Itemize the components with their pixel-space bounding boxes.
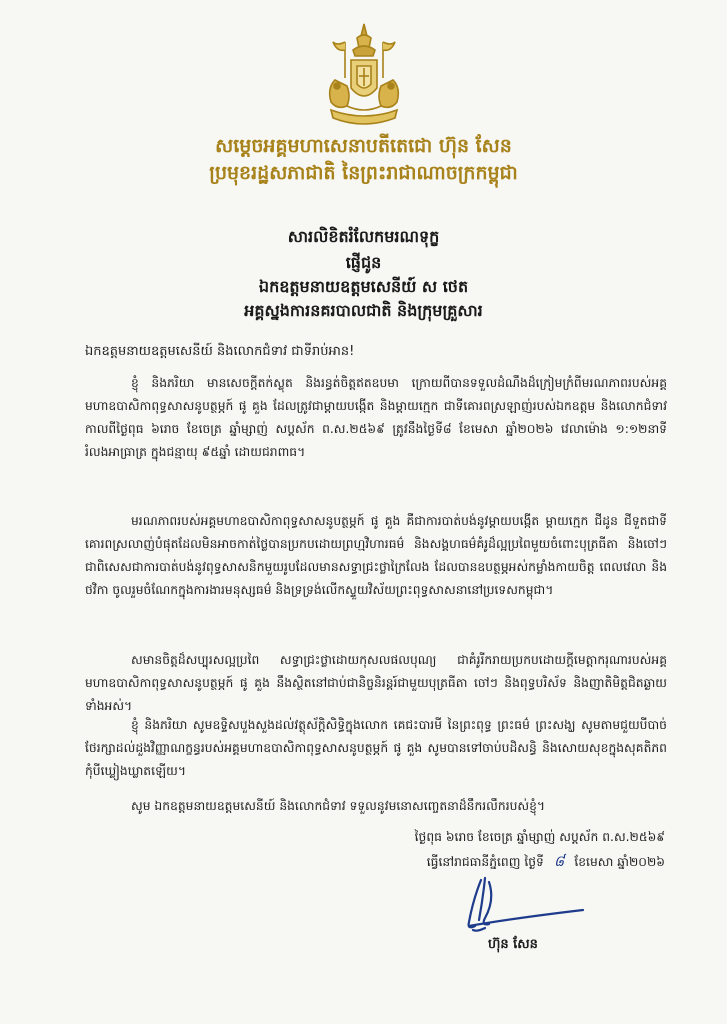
lunar-date: ថ្ងៃពុធ ៦រោច ខែចេត្រ ឆ្នាំម្សាញ់ សប្តស័ក ព.ស.២៥៦៩ (414, 830, 665, 844)
body-paragraph: ខ្ញុំ និងភរិយា មានសេចក្តីតក់ស្លុត និងរន្ធត់ចិត្តឥតឧបមា ក្រោយពីបានទទួលដំណឹងដ៏ក្រៀមក្រំពីមរណភាពរបស់អគ្គមហាឧបាសិកាពុទ្ធសាសនូបត្ថម្ភក៍ ផូ គួង ដែលត្រូវជាម្តាយបង្កើត និងម្តាយក្មេក ជាទីគោរពស្រឡាញ់របស់ឯកឧត្តម និងលោកជំទាវ កាលពីថ្ងៃពុធ ៦រោច ខែចេត្រ ឆ្នាំម្សាញ់ សប្តស័ក ព.ស.២៥៦៩ ត្រូវនឹងថ្ងៃទី៨ ខែមេសា ឆ្នាំ២០២៦ វេលាម៉ោង ១:១២នាទីរំលងអាធ្រាត្រ ក្នុងជន្មាយុ ៩៥ឆ្នាំ ដោយជរាពាធ។ (85, 376, 667, 459)
royal-coat-of-arms-icon (307, 22, 421, 134)
body-paragraph: ខ្ញុំ និងភរិយា សូមឧទ្ទិសបួងសួងដល់វត្ថុស័ក្តិសិទ្ធិក្នុងលោក គេជះបារមី នៃព្រះពុទ្ធ ព្រះធម៌ ព្រះសង្ឃ សូមតាមជួយបីបាច់ថែរក្សាដល់ដួងវិញ្ញាណក្ខន្ធរបស់អគ្គមហាឧបាសិកាពុទ្ធសាសនូបត្ថម្ភក៍ ផូ គួង សូមបានទៅចាប់បដិសន្ធិ និងសោយសុខក្នុងសុគតិភពកុំបីឃ្លៀងឃ្លាតឡើយ។ (85, 718, 667, 778)
signer-name: ហ៊ុន សែន (488, 937, 538, 952)
handwritten-day: ៨ (553, 852, 565, 870)
letter-title-sent-to: ផ្ញើជូន (345, 253, 382, 272)
header-subtitle-line: ប្រមុខរដ្ឋសភាជាតិ នៃព្រះរាជាណាចក្រកម្ពុជា (209, 162, 518, 184)
closing-paragraph: សូម ឯកឧត្តមនាយឧត្តមសេនីយ៍ និងលោកជំទាវ ទទួលនូវមនោសញ្ចេតនាដ៏នឹករលឹករបស់ខ្ញុំ។ (131, 799, 546, 813)
body-paragraph: សមានចិត្តដ៏សប្បុរសល្អប្រពៃ សទ្ធាជ្រះថ្លាដោយកុសលផលបុណ្យ ជាគំរូរីករាយប្រកបដោយក្តីមេត្តាករុណារបស់អគ្គមហាឧបាសិកាពុទ្ធសាសនូបត្ថម្ភក៍ ផូ គួង នឹងស្ថិតនៅជាប់ជានិច្ចនិរន្តរ៍ជាមួយបុត្រធីតា ចៅៗ និងពុទ្ធបរិស័ទ និងញាតិមិត្តជិតឆ្ងាយទាំងអស់។ (85, 653, 667, 713)
solar-date-prefix: ធ្វើនៅរាជធានីភ្នំពេញ ថ្ងៃទី (426, 855, 544, 869)
recipient-position: អគ្គស្នងការនគរបាលជាតិ និងក្រុមគ្រួសារ (244, 301, 483, 320)
salutation: ឯកឧត្តមនាយឧត្តមសេនីយ៍ និងលោកជំទាវ ជាទីរាប់អាន! (85, 344, 355, 359)
solar-date-suffix: ខែមេសា ឆ្នាំ២០២៦ (574, 855, 665, 869)
recipient-name: ឯកឧត្តមនាយឧត្តមសេនីយ៍ ស ថេត (258, 277, 469, 296)
signature-icon (455, 870, 590, 940)
letter-title: សារលិខិតរំលែកមរណទុក្ខ (287, 227, 440, 246)
body-paragraph: មរណភាពរបស់អគ្គមហាឧបាសិកាពុទ្ធសាសនូបត្ថម្ភក៍ ផូ គួង គឺជាការបាត់បង់នូវម្តាយបង្កើត ម្តាយក្មេក ជីដូន ជីទួតជាទីគោរពស្រលាញ់បំផុតដែលមិនអាចកាត់ថ្លៃបានប្រកបដោយព្រហ្មវិហារធម៌ និងសង្គហធម៌គំរូដ៏ល្អប្រពៃមួយចំពោះបុត្រធីតា និងចៅៗ ជាពិសេសជាការបាត់បង់នូវពុទ្ធសាសនិកមួយរូបដែលមានសទ្ធាជ្រះថ្លាក្រៃលែង ដែលបានឧបត្ថម្ភអស់កម្លាំងកាយចិត្ត ពេលវេលា និងថវិកា ចូលរួមចំណែកក្នុងការងារមនុស្សធម៌ និងទ្រទ្រង់លើកស្ទួយវិស័យព្រះពុទ្ធសាសនានៅប្រទេសកម្ពុជា។ (85, 514, 667, 597)
header-title-line: សម្តេចអគ្គមហាសេនាបតីតេជោ ហ៊ុន សែន (215, 135, 512, 157)
